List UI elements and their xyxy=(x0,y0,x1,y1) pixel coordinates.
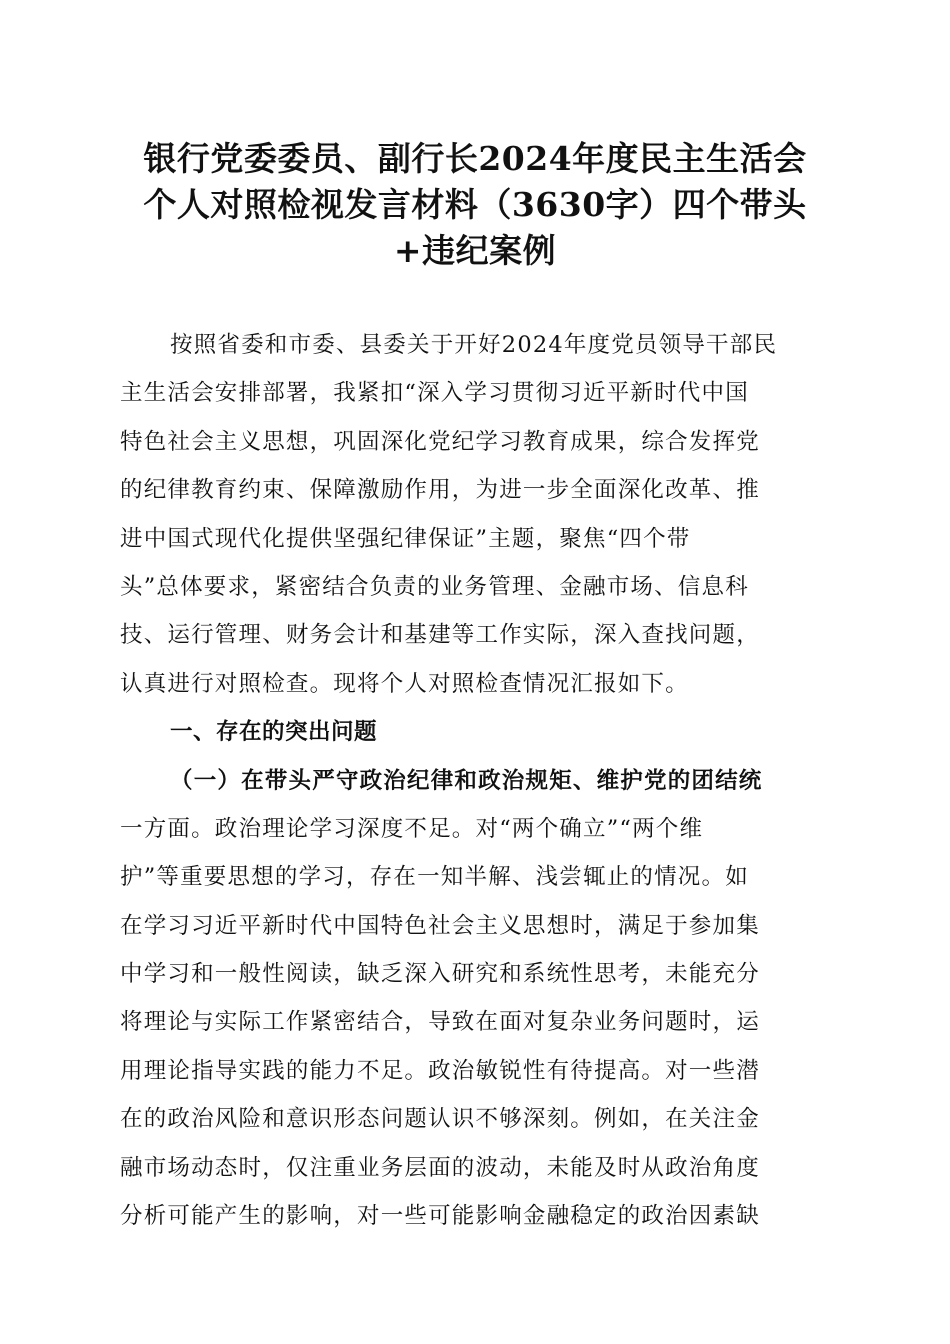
title-line-2: 个人对照检视发言材料（3630字）四个带头 xyxy=(143,185,807,224)
intro-line: 头”总体要求，紧密结合负责的业务管理、金融市场、信息科 xyxy=(120,573,749,600)
intro-line: 进中国式现代化提供坚强纪律保证”主题，聚焦“四个带 xyxy=(120,525,691,552)
title-line-1: 银行党委委员、副行长2024年度民主生活会 xyxy=(143,139,807,178)
intro-line: 特色社会主义思想，巩固深化党纪学习教育成果，综合发挥党 xyxy=(120,428,760,455)
subsection-line: 在学习习近平新时代中国特色社会主义思想时，满足于参加集 xyxy=(120,912,760,939)
intro-line: 技、运行管理、财务会计和基建等工作实际，深入查找问题， xyxy=(120,622,760,649)
subsection-line: 在的政治风险和意识形态问题认识不够深刻。例如，在关注金 xyxy=(120,1106,760,1133)
intro-line: 主生活会安排部署，我紧扣“深入学习贯彻习近平新时代中国 xyxy=(120,380,749,407)
intro-line: 的纪律教育约束、保障激励作用，为进一步全面深化改革、推 xyxy=(120,477,760,504)
section-heading: 一、存在的突出问题 xyxy=(170,719,378,746)
document-body xyxy=(120,321,830,1240)
subsection-line: 将理论与实际工作紧密结合，导致在面对复杂业务问题时，运 xyxy=(120,1009,760,1036)
intro-line: 认真进行对照检查。现将个人对照检查情况汇报如下。 xyxy=(120,670,689,697)
subsection-line: 一方面。政治理论学习深度不足。对“两个确立”“两个维 xyxy=(120,815,704,842)
intro-line: 按照省委和市委、县委关于开好2024年度党员领导干部民 xyxy=(170,332,778,358)
subsection-line: 中学习和一般性阅读，缺乏深入研究和系统性思考，未能充分 xyxy=(120,961,760,988)
document-title xyxy=(110,136,840,274)
subsection-line: （一）在带头严守政治纪律和政治规矩、维护党的团结统 xyxy=(170,767,763,794)
subsection-line: 护”等重要思想的学习，存在一知半解、浅尝辄止的情况。如 xyxy=(120,864,749,891)
title-line-3: +违纪案例 xyxy=(393,231,557,270)
subsection-line: 分析可能产生的影响，对一些可能影响金融稳定的政治因素缺 xyxy=(120,1203,760,1230)
subsection-line: 融市场动态时，仅注重业务层面的波动，未能及时从政治角度 xyxy=(120,1154,760,1181)
subsection-line: 用理论指导实践的能力不足。政治敏锐性有待提高。对一些潜 xyxy=(120,1057,760,1084)
